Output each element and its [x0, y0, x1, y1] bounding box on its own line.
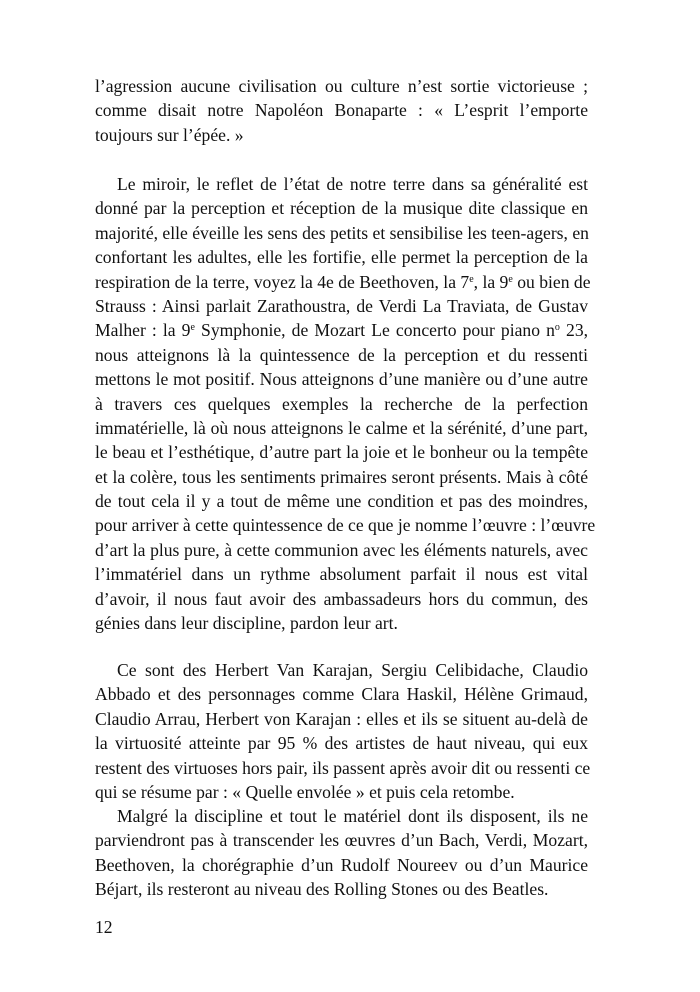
text-segment: 23, [559, 320, 589, 341]
text-line [95, 465, 588, 489]
text-line [95, 682, 588, 706]
text-segment: à travers ces quelques exemples la recherche de la perfection [95, 393, 588, 414]
text-line [95, 221, 588, 245]
text-segment: immatérielle, là où nous atteignons le calme et la sérénité, d’une part, [95, 417, 588, 438]
text-segment: le beau et l’esthétique, d’autre part la joie et le bonheur ou la tempête [95, 442, 588, 463]
text-segment: confortant les adultes, elle les fortifie, elle permet la perception de la [95, 247, 588, 268]
text-line [95, 343, 588, 367]
text-segment: et la colère, tous les sentiments primaires seront présents. Mais à côté [95, 466, 588, 487]
text-segment: Symphonie, de Mozart Le concerto pour piano n [194, 320, 555, 341]
text-segment: d’art la plus pure, à cette communion avec les éléments naturels, avec [95, 539, 588, 560]
superscript: e [190, 322, 195, 334]
text-line [95, 440, 588, 464]
superscript: o [554, 322, 560, 334]
text-line [95, 562, 588, 586]
text-line [95, 245, 588, 269]
text-segment: Le miroir, le reflet de l’état de notre terre dans sa généralité est [117, 174, 588, 194]
text-segment: génies dans leur discipline, pardon leur art. [95, 613, 398, 634]
text-line [95, 513, 596, 537]
text-segment: Malher : la 9 [95, 320, 191, 341]
text-segment: ou bien de [512, 271, 591, 292]
text-line [95, 707, 588, 731]
superscript: e [508, 273, 513, 285]
text-segment: Malgré la discipline et tout le matériel dont ils disposent, ils ne [117, 806, 588, 826]
text-line [95, 367, 588, 391]
text-segment: d’avoir, il nous faut avoir des ambassadeurs hors du commun, des [95, 588, 588, 609]
text-line [95, 731, 588, 755]
page-number: 12 [95, 917, 113, 937]
text-line [95, 196, 588, 220]
text-segment: l’agression aucune civilisation ou culture n’est sortie victorieuse ; [95, 76, 588, 96]
text-segment: donné par la perception et réception de la musique dite classique en [95, 198, 588, 219]
paragraph-3 [95, 658, 591, 804]
text-line [95, 780, 588, 804]
text-segment: nous atteignons là la quintessence de la perception et du ressenti [95, 344, 588, 365]
text-segment: toujours sur l’épée. » [95, 124, 244, 145]
paragraph-4 [95, 804, 588, 902]
text-segment: majorité, elle éveille les sens des petits et sensibilise les teen-agers, en [95, 222, 589, 243]
text-line [95, 877, 588, 901]
text-line [95, 489, 588, 513]
text-segment: , la 9 [473, 271, 509, 292]
text-line [95, 538, 588, 562]
text-segment: Beethoven, la chorégraphie d’un Rudolf Noureev ou d’un Maurice [95, 854, 588, 875]
text-segment: Abbado et des personnages comme Clara Haskil, Hélène Grimaud, [95, 684, 588, 705]
text-line [95, 587, 588, 611]
paragraph-2 [95, 172, 596, 635]
text-line [95, 853, 588, 877]
text-segment: Ce sont des Herbert Van Karajan, Sergiu Celibidache, Claudio [117, 660, 588, 680]
text-line [95, 828, 588, 852]
text-line [95, 416, 588, 440]
text-line [95, 172, 588, 196]
text-line [95, 611, 588, 635]
superscript: e [469, 273, 474, 285]
text-line [95, 74, 588, 98]
text-segment: restent des virtuoses hors pair, ils passent après avoir dit ou ressenti ce [95, 757, 591, 778]
text-line [95, 294, 588, 318]
text-segment: qui se résume par : « Quelle envolée » et puis cela retombe. [95, 781, 515, 802]
text-line [95, 392, 588, 416]
text-segment: Béjart, ils resteront au niveau des Rolling Stones ou des Beatles. [95, 879, 549, 900]
text-line [95, 658, 588, 682]
text-segment: comme disait notre Napoléon Bonaparte : « L’esprit l’emporte [95, 100, 588, 121]
text-line [95, 756, 591, 780]
text-segment: Claudio Arrau, Herbert von Karajan : elles et ils se situent au-delà de [95, 708, 588, 729]
text-segment: parviendront pas à transcender les œuvres d’un Bach, Verdi, Mozart, [95, 830, 588, 851]
text-segment: Strauss : Ainsi parlait Zarathoustra, de Verdi La Traviata, de Gustav [95, 295, 588, 316]
text-line [95, 318, 588, 342]
text-segment: respiration de la terre, voyez la 4e de Beethoven, la 7 [95, 271, 470, 292]
text-segment: pour arriver à cette quintessence de ce que je nomme l’œuvre : l’œuvre [95, 515, 596, 536]
text-segment: mettons le mot positif. Nous atteignons d’une manière ou d’une autre [95, 369, 588, 390]
text-line [95, 123, 588, 147]
text-line [95, 804, 588, 828]
text-segment: la virtuosité atteinte par 95 % des artistes de haut niveau, qui eux [95, 733, 588, 754]
text-line [95, 270, 591, 294]
text-line [95, 98, 588, 122]
text-segment: l’immatériel dans un rythme absolument parfait il nous est vital [95, 564, 588, 585]
paragraph-1 [95, 74, 588, 147]
text-segment: de tout cela il y a tout de même une condition et pas des moindres, [95, 491, 588, 512]
